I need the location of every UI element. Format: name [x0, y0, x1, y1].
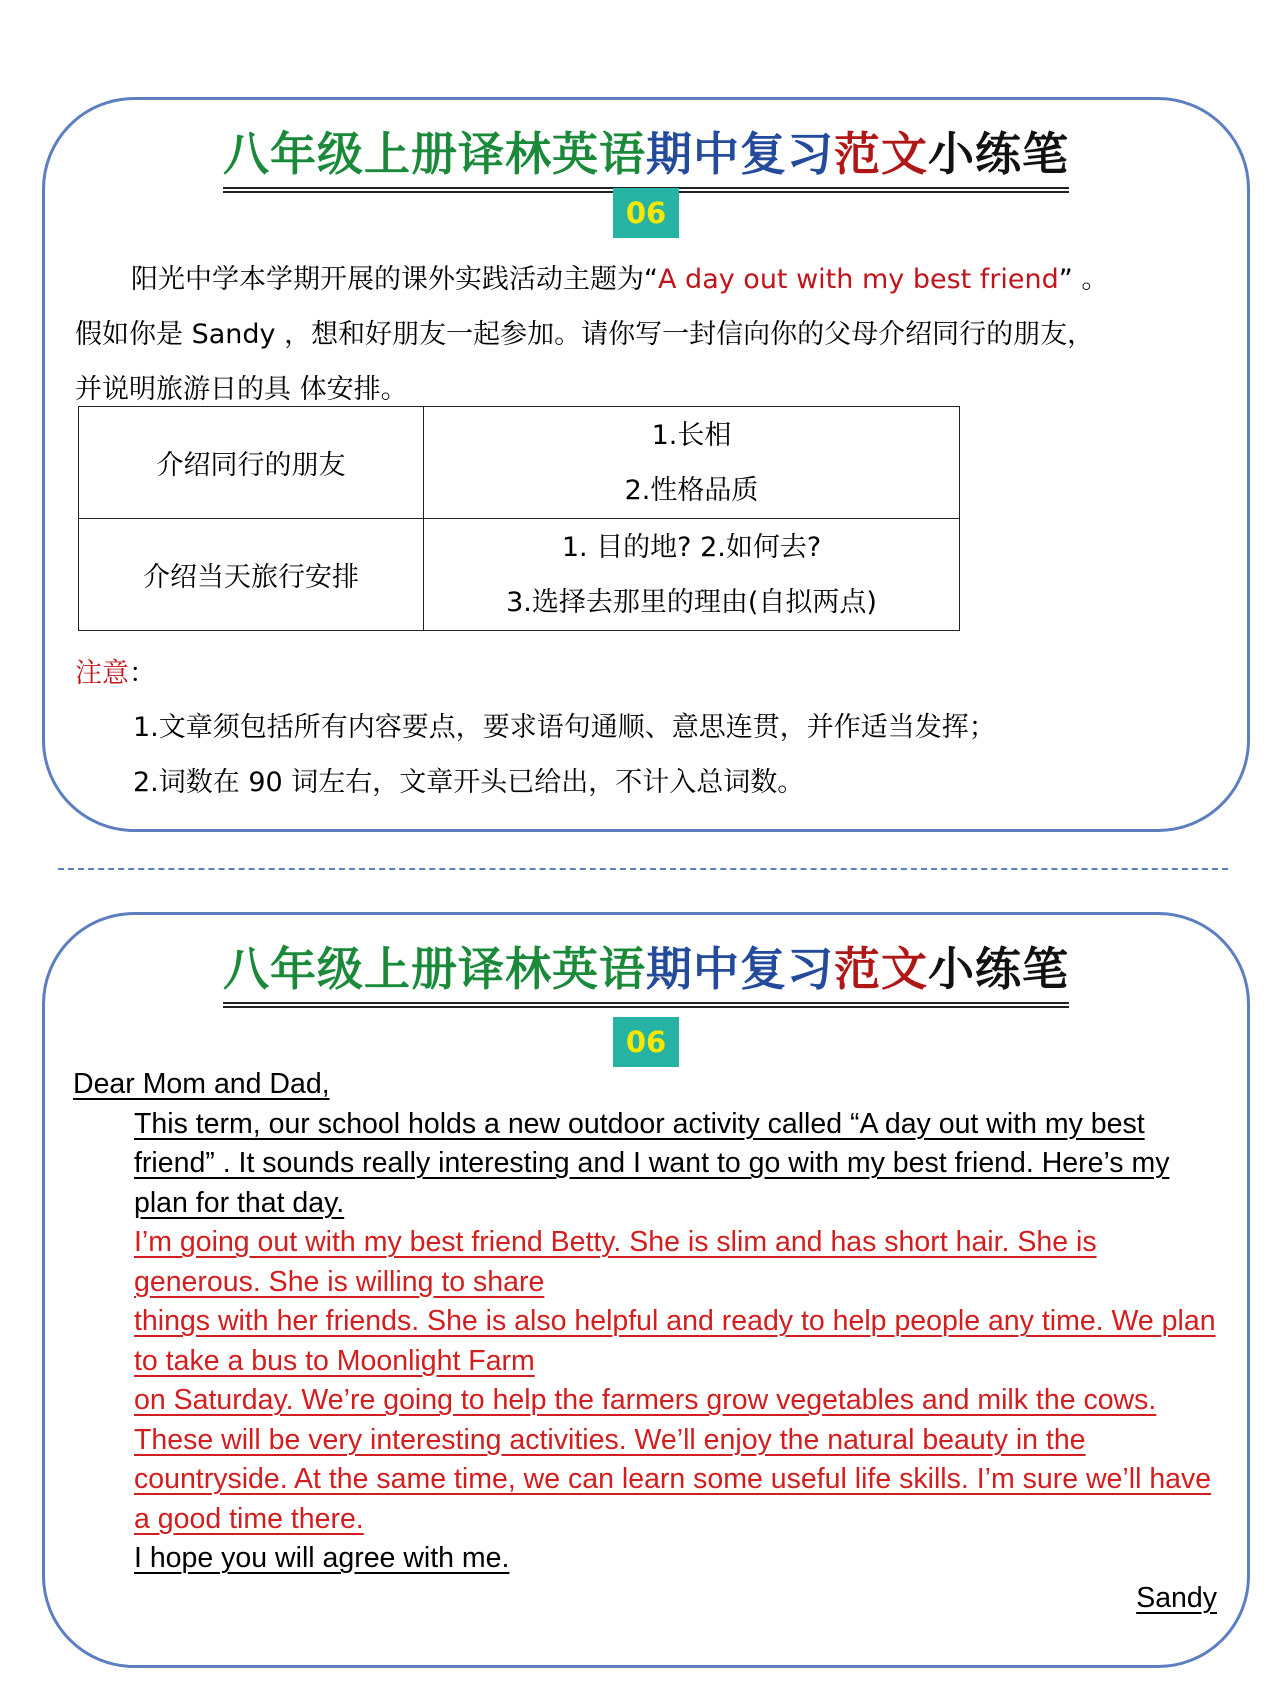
row-label: 介绍当天旅行安排 — [79, 519, 424, 631]
title-part-grade: 八年级上册译林英语 — [223, 942, 646, 996]
requirements-table — [78, 406, 960, 631]
letter-greeting: Dear Mom and Dad, — [73, 1068, 330, 1100]
title-part-grade: 八年级上册译林英语 — [223, 127, 646, 181]
title-part-practice: 小练笔 — [928, 942, 1069, 996]
letter-closing: I hope you will agree with me. — [134, 1542, 510, 1574]
letter-signature: Sandy — [1136, 1581, 1217, 1614]
note-item: 2.词数在 90 词左右，文章开头已给出，不计入总词数。 — [133, 767, 805, 798]
title-part-midterm: 期中复习 — [646, 942, 834, 996]
letter-given-opening: This term, our school holds a new outdoor activity called “A day out with my best friend” . It sounds really interesting and I want to go with my best friend. Here’s my plan for that day. — [134, 1107, 1170, 1219]
letter-body-paragraph: on Saturday. We’re going to help the farmers grow vegetables and milk the cows. These will be very interesting activities. We’ll enjoy the natural beauty in the countryside. At the same time, we can learn some useful life skills. I’m sure we’ll have a good time there. — [134, 1384, 1212, 1535]
number-badge: 06 — [613, 188, 679, 238]
number-badge: 06 — [613, 1017, 679, 1067]
row-label: 介绍同行的朋友 — [79, 407, 424, 519]
letter-body-paragraph: things with her friends. She is also helpful and ready to help people any time. We plan to take a bus to Moonlight Farm — [134, 1305, 1216, 1377]
notes-heading: 注意： — [75, 658, 156, 689]
title-part-practice: 小练笔 — [928, 127, 1069, 181]
letter-body-paragraph: I’m going out with my best friend Betty. She is slim and has short hair. She is generous. She is willing to share — [134, 1226, 1097, 1298]
prompt-card — [42, 97, 1250, 832]
section-divider — [58, 868, 1228, 870]
row-points: 1. 目的地? 2.如何去? 3.选择去那里的理由(自拟两点) — [424, 519, 960, 631]
title-part-model: 范文 — [834, 127, 928, 181]
title-part-model: 范文 — [834, 942, 928, 996]
letter-card — [42, 912, 1250, 1668]
prompt-text: 阳光中学本学期开展的课外实践活动主题为“A day out with my best friend” 。 假如你是 Sandy ，想和好朋友一起参加。请你写一封信向你的父母介绍同行的朋友， 并说明旅游日的具 体安排。 — [75, 264, 1109, 405]
table-row — [79, 519, 960, 631]
page-title — [45, 118, 1247, 188]
table-row — [79, 407, 960, 519]
model-letter — [73, 1065, 1217, 1618]
row-points: 1.长相 2.性格品质 — [424, 407, 960, 519]
note-item: 1.文章须包括所有内容要点，要求语句通顺、意思连贯，并作适当发挥； — [133, 712, 996, 743]
page-title — [45, 933, 1247, 1003]
activity-theme: A day out with my best friend — [658, 264, 1059, 295]
title-part-midterm: 期中复习 — [646, 127, 834, 181]
notes-list — [133, 700, 996, 810]
